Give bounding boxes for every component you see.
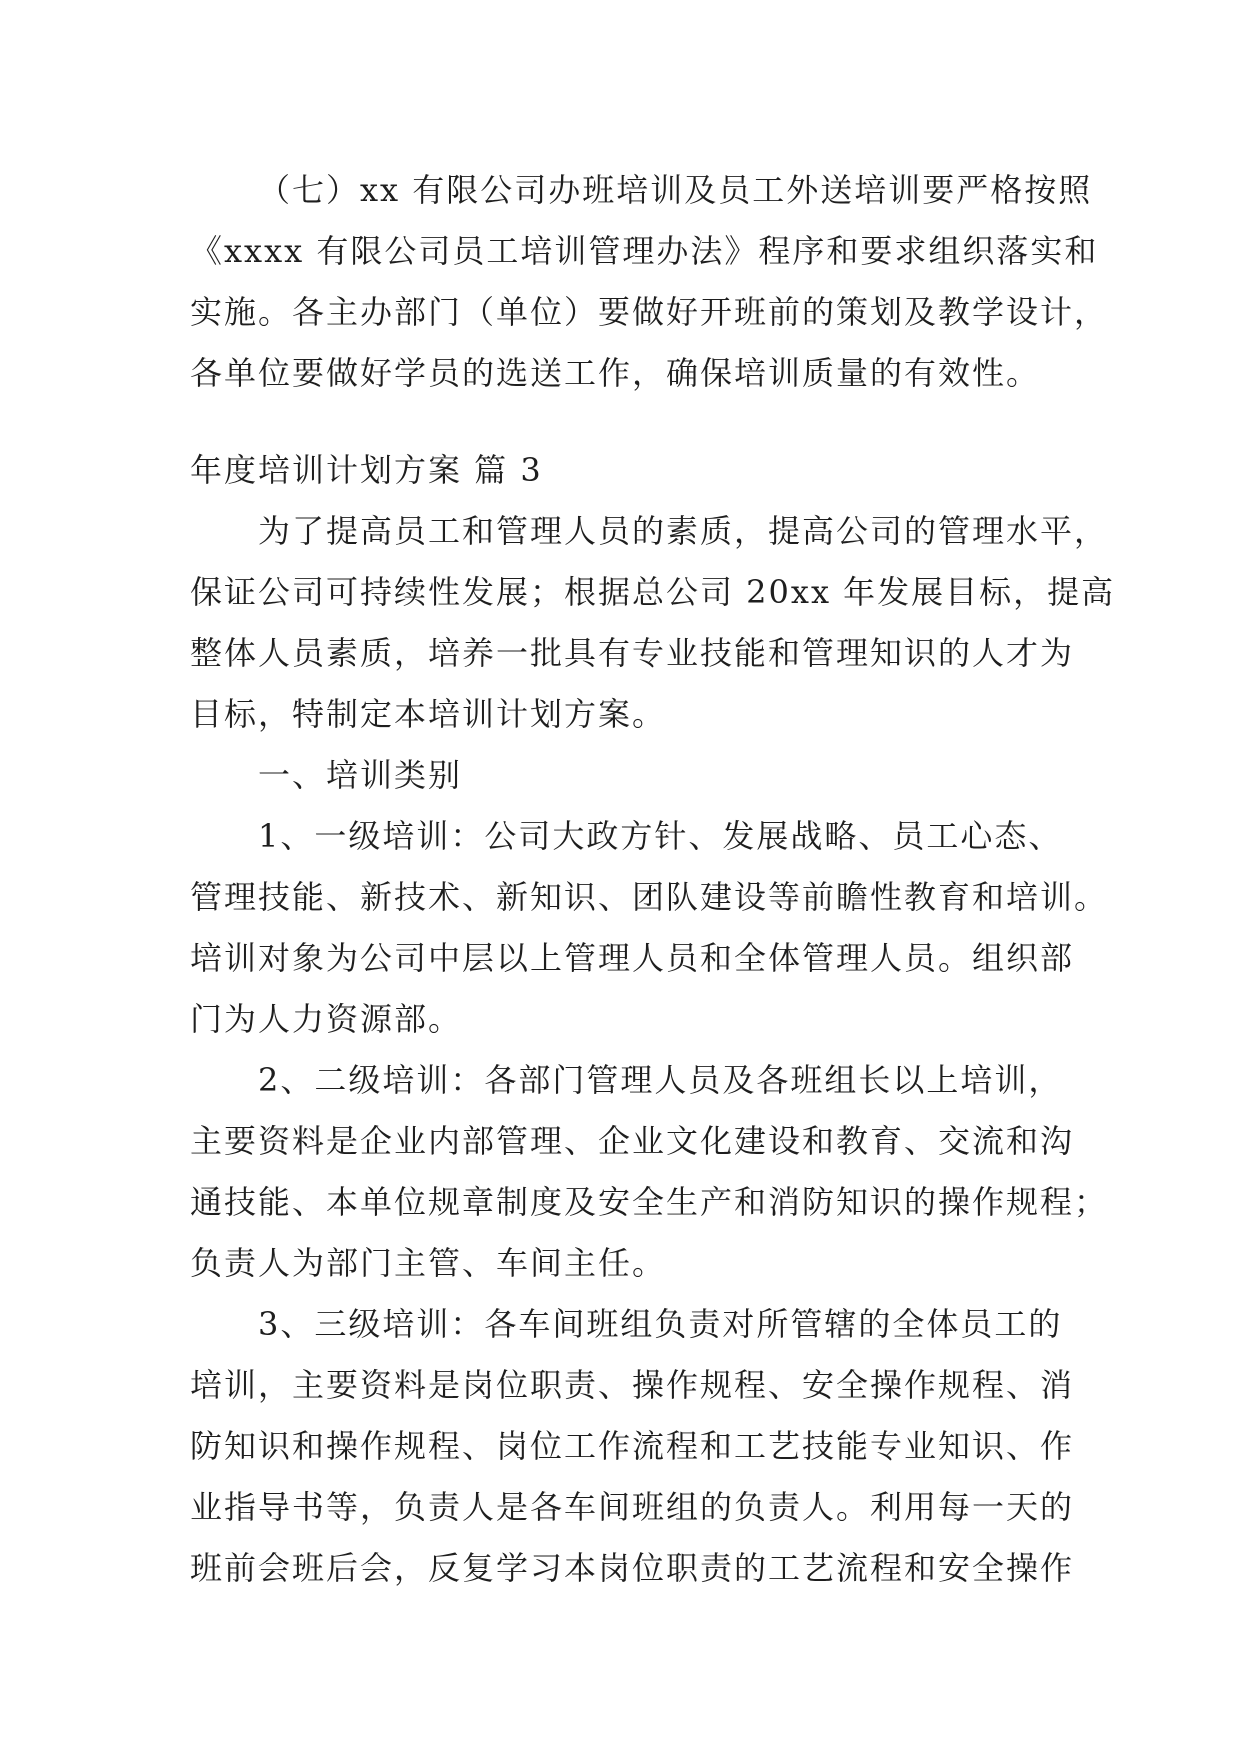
text-line: 主要资料是企业内部管理、企业文化建设和教育、交流和沟 [190,1122,1075,1160]
section-heading: 年度培训计划方案 篇 3 [190,451,543,489]
paragraph-section-seven [190,160,1109,404]
paragraph-level-one [190,806,1109,1050]
text-line: （七）xx 有限公司办班培训及员工外送培训要严格按照 [258,171,1093,209]
subheading-training-categories: 一、培训类别 [258,756,463,794]
text-line: 业指导书等，负责人是各车间班组的负责人。利用每一天的 [190,1488,1075,1526]
text-line: 培训对象为公司中层以上管理人员和全体管理人员。组织部 [190,939,1075,977]
text-line: 1、一级培训：公司大政方针、发展战略、员工心态、 [258,817,1063,855]
text-line: 班前会班后会，反复学习本岗位职责的工艺流程和安全操作 [190,1549,1075,1587]
text-line: 培训，主要资料是岗位职责、操作规程、安全操作规程、消 [190,1366,1075,1404]
text-line: 防知识和操作规程、岗位工作流程和工艺技能专业知识、作 [190,1427,1075,1465]
text-line: 通技能、本单位规章制度及安全生产和消防知识的操作规程； [190,1183,1109,1221]
paragraph-level-three [190,1294,1075,1599]
text-line: 实施。各主办部门（单位）要做好开班前的策划及教学设计， [190,293,1109,331]
text-line: 各单位要做好学员的选送工作，确保培训质量的有效性。 [190,354,1041,392]
text-line: 保证公司可持续性发展；根据总公司 20xx 年发展目标，提高 [190,573,1116,611]
text-line: 管理技能、新技术、新知识、团队建设等前瞻性教育和培训。 [190,878,1109,916]
text-line: 为了提高员工和管理人员的素质，提高公司的管理水平， [258,512,1109,550]
text-line: 2、二级培训：各部门管理人员及各班组长以上培训， [258,1061,1063,1099]
document-body [190,160,1116,1599]
text-line: 整体人员素质，培养一批具有专业技能和管理知识的人才为 [190,634,1075,672]
paragraph-intro [190,501,1116,745]
text-line: 《xxxx 有限公司员工培训管理办法》程序和要求组织落实和 [190,232,1099,270]
text-line: 目标，特制定本培训计划方案。 [190,695,667,733]
text-line: 3、三级培训：各车间班组负责对所管辖的全体员工的 [258,1305,1063,1343]
paragraph-level-two [190,1050,1109,1294]
text-line: 门为人力资源部。 [190,1000,463,1038]
text-line: 负责人为部门主管、车间主任。 [190,1244,667,1282]
